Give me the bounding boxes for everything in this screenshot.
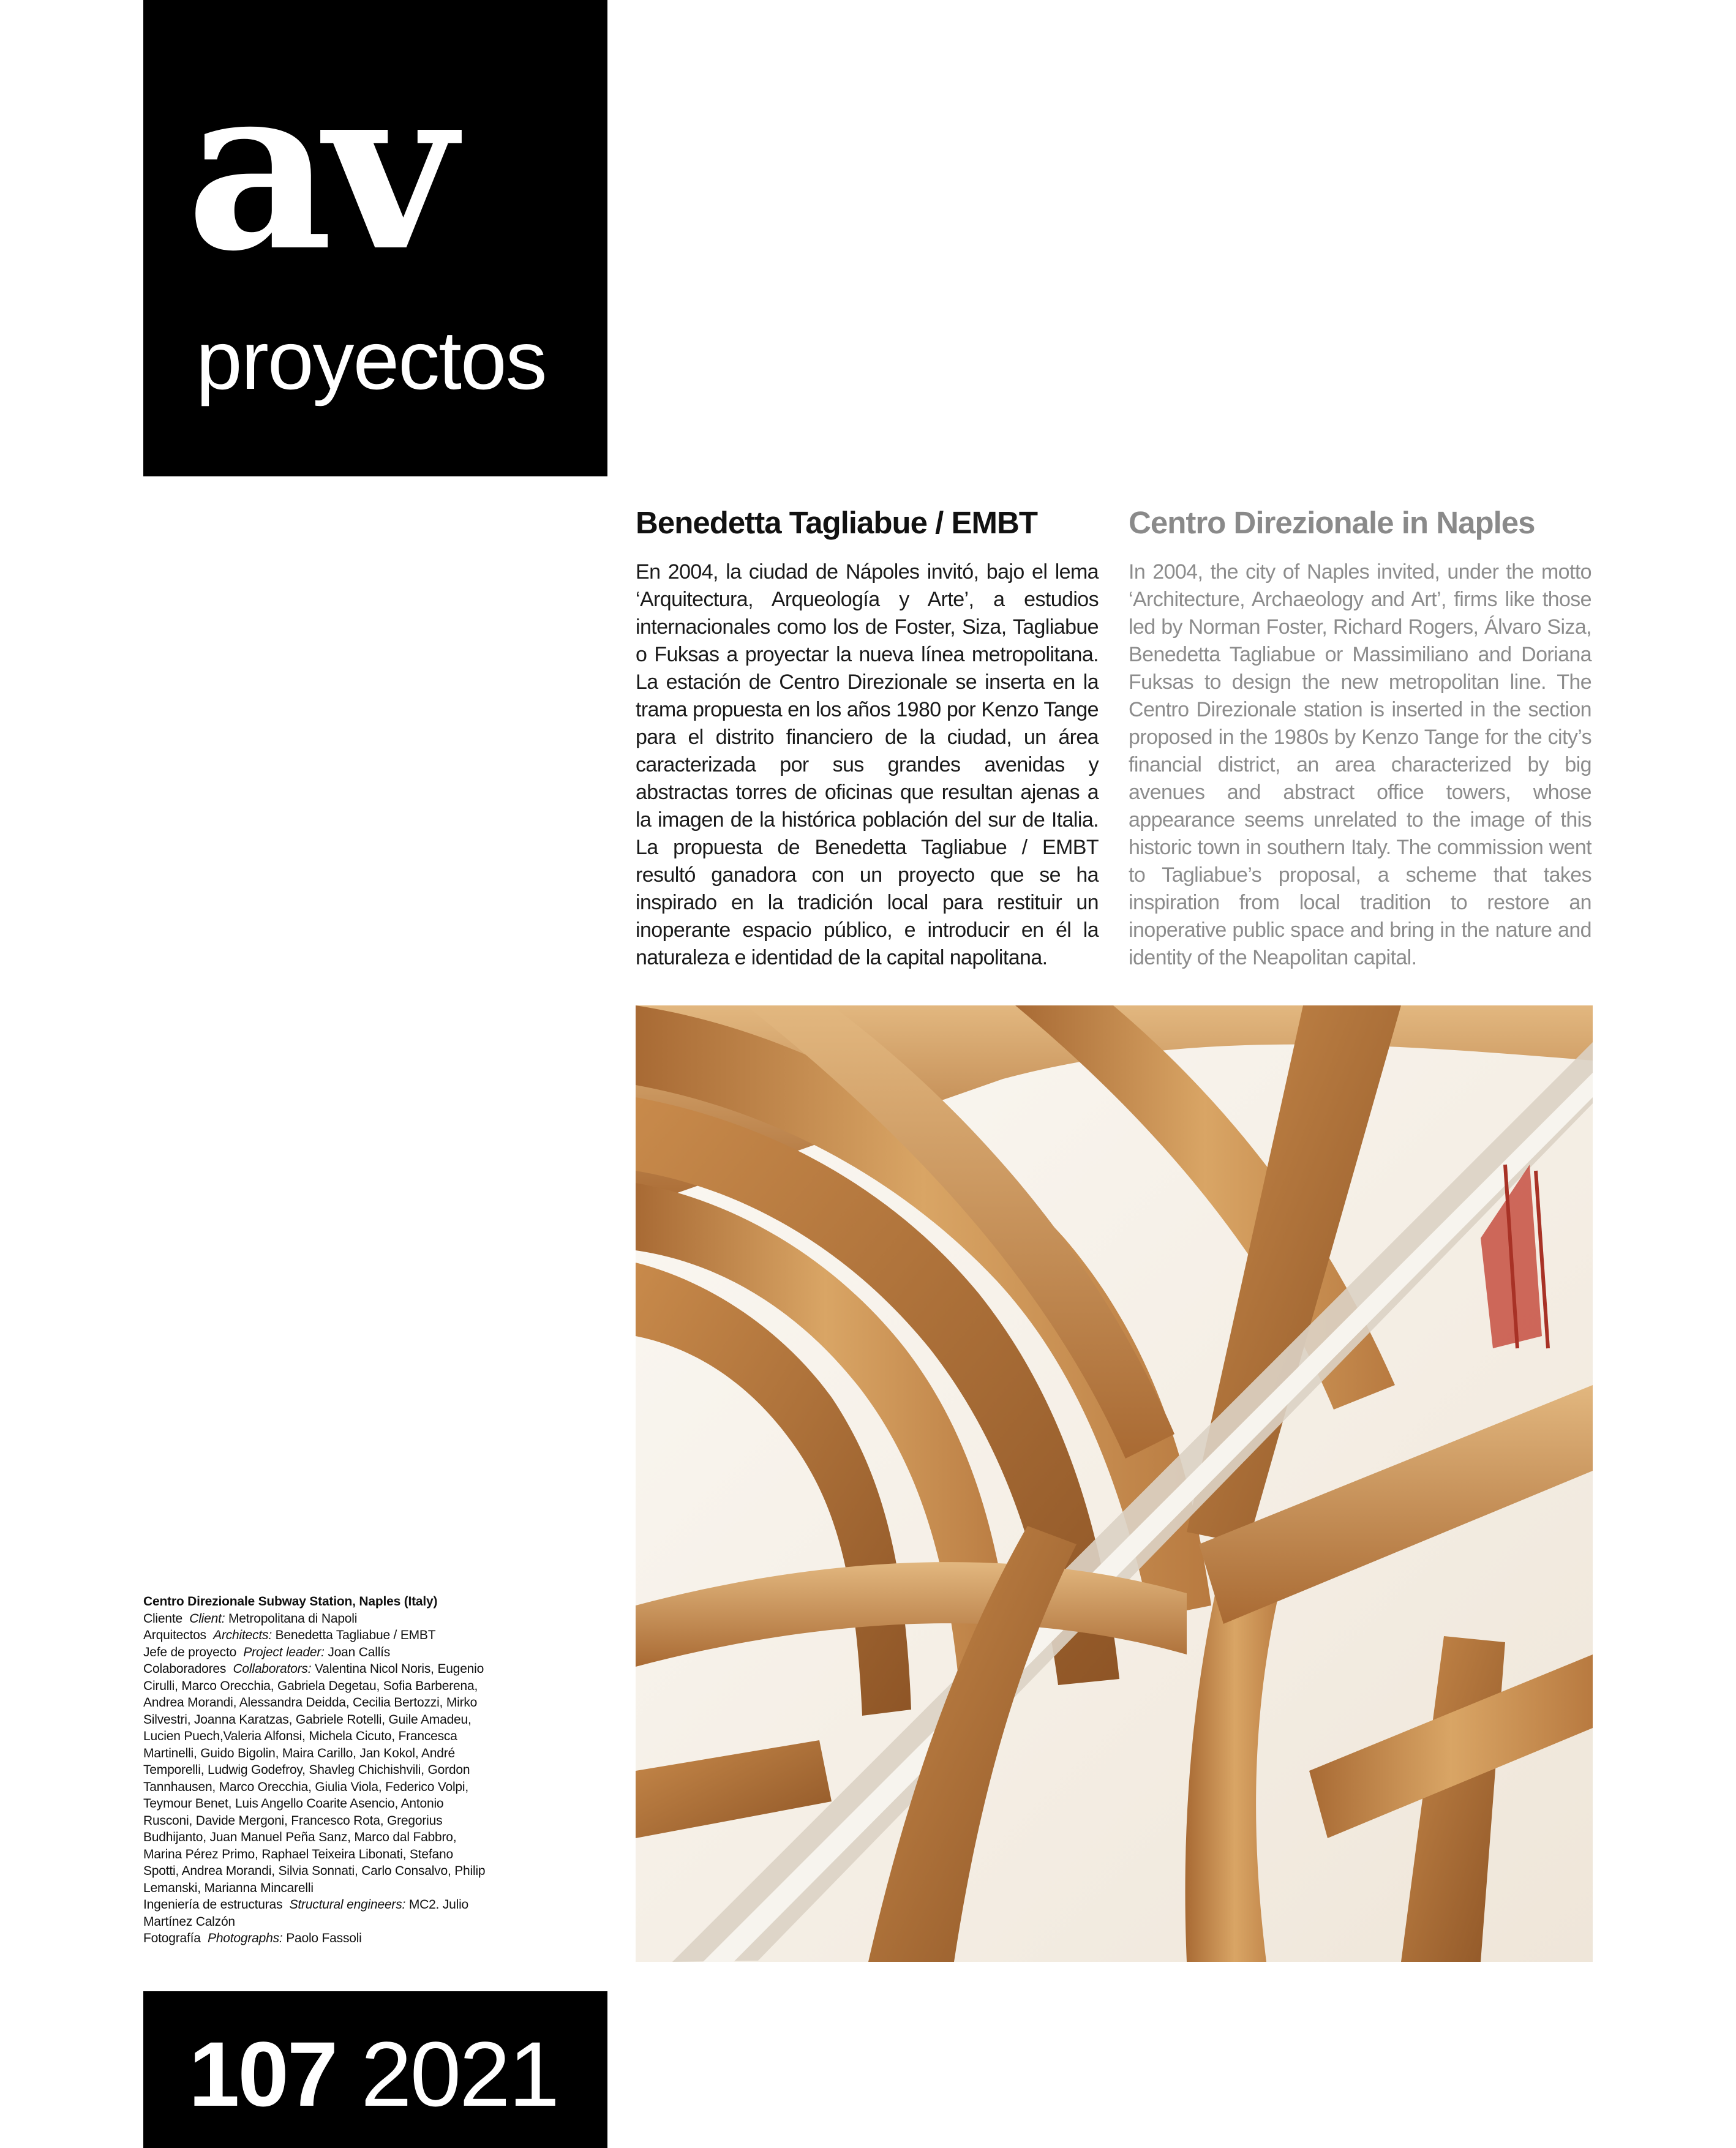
- issue-year: 2021: [361, 2022, 558, 2125]
- heading-spanish: Benedetta Tagliabue / EMBT: [636, 505, 1037, 540]
- credit-structural-engineers: Ingeniería de estructuras Structural engineers: MC2. Julio Martínez Calzón: [143, 1898, 469, 1929]
- station-timber-photo: [636, 1005, 1593, 1962]
- credit-project-leader: Jefe de proyecto Project leader: Joan Callís: [143, 1645, 391, 1659]
- issue-number: 107: [189, 2022, 337, 2125]
- credit-architects: Arquitectos Architects: Benedetta Tagliabue / EMBT: [143, 1628, 436, 1642]
- credit-client: Cliente Client: Metropolitana di Napoli: [143, 1611, 358, 1626]
- logo-av: av: [186, 36, 448, 301]
- credit-collaborators: Colaboradores Collaborators: Valentina Nicol Noris, Eugenio Cirulli, Marco Orecchia, Gabriela Degetau, Sofia Barberena, Andrea Morandi, Alessandra Deidda, Cecilia Bertozzi, Mirko Silvestri, Joanna Karatzas, Gabriele Rotelli, Guile Amadeu, Lucien Puech,Valeria Alfonsi, Michela Cicuto, Francesca Martinelli, Guido Bigolin, Maira Carillo, Jan Kokol, André Temporelli, Ludwig Godefroy, Shavleg Chichishvili, Gordon Tannhausen, Marco Orecchia, Giulia Viola, Federico Volpi, Teymour Benet, Luis Angello Coarite Asencio, Antonio Rusconi, Davide Mergoni, Francesco Rota, Gregorius Budhijanto, Juan Manuel Peña Sanz, Marco dal Fabbro, Marina Pérez Primo, Raphael Teixeira Libonati, Stefano Spotti, Andrea Morandi, Silvia Sonnati, Carlo Consalvo, Philip Lemanski, Marianna Mincarelli: [143, 1662, 486, 1895]
- body-text-english: In 2004, the city of Naples invited, under the motto ‘Architecture, Archaeology and Art’, firms like those led by Norman Foster, Richard Rogers, Álvaro Siza, Benedetta Tagliabue or Massimiliano and Doriana Fuksas to design the new metropolitan line. The Centro Direzionale station is inserted in the section proposed in the 1980s by Kenzo Tange for the city’s financial district, an area characterized by big avenues and abstract office towers, whose appearance seems unrelated to the image of this historic town in southern Italy. The commission went to Tagliabue’s proposal, a scheme that takes inspiration from local tradition to restore an inoperative public space and bring in the nature and identity of the Neapolitan capital.: [1129, 560, 1591, 969]
- body-text-spanish: En 2004, la ciudad de Nápoles invitó, bajo el lema ‘Arquitectura, Arqueología y Arte’, a estudios internacionales como los de Foster, Siza, Tagliabue o Fuksas a proyectar la nueva línea metropolitana. La estación de Centro Direzionale se inserta en la trama propuesta en los años 1980 por Kenzo Tange para el distrito financiero de la ciudad, un área caracterizada por sus grandes avenidas y abstractas torres de oficinas que resultan ajenas a la imagen de la histórica población del sur de Italia. La propuesta de Benedetta Tagliabue / EMBT resultó ganadora con un proyecto que se ha inspirado en la tradición local para restituir un inoperante espacio público, e introducir en él la naturaleza e identidad de la capital napolitana.: [636, 560, 1099, 969]
- heading-english: Centro Direzionale in Naples: [1129, 505, 1535, 540]
- timber-structure-illustration: [636, 1005, 1593, 1962]
- credit-photographs: Fotografía Photographs: Paolo Fassoli: [143, 1931, 362, 1945]
- project-credits: [143, 1593, 486, 1947]
- logo-proyectos: proyectos: [196, 314, 546, 407]
- issue-badge: [143, 1991, 607, 2148]
- masthead-logo: [143, 0, 607, 476]
- project-title: Centro Direzionale Subway Station, Naples (Italy): [143, 1594, 438, 1609]
